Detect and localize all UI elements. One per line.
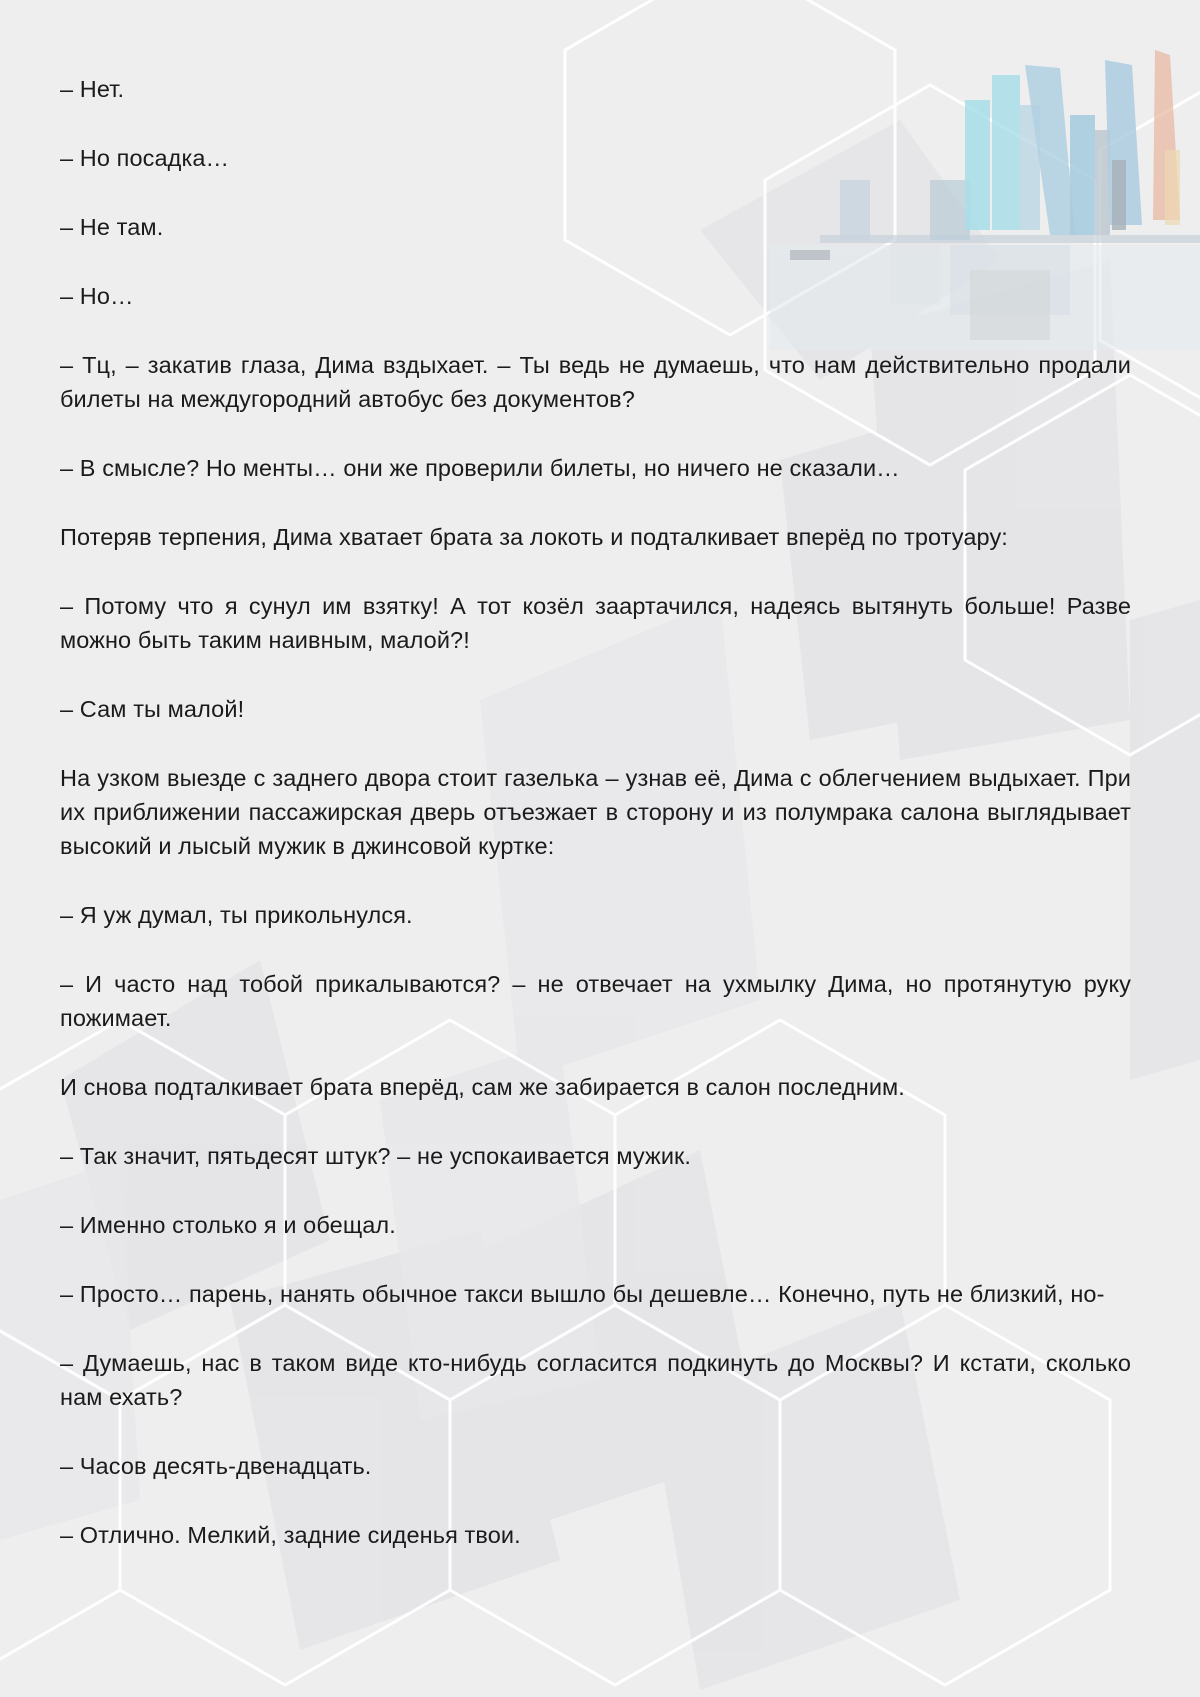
paragraph-9: – Сам ты малой! <box>60 696 245 722</box>
paragraph-1: – Нет. <box>60 76 125 102</box>
paragraph-13: И снова подталкивает брата вперёд, сам же забирается в салон последним. <box>60 1074 905 1100</box>
document-body <box>60 72 1131 1587</box>
paragraph-18: – Часов десять-двенадцать. <box>60 1453 372 1479</box>
paragraph-12: – И часто над тобой прикалываются? – не отвечает на ухмылку Дима, но протянутую руку пожимает. <box>60 971 1131 1031</box>
paragraph-5: – Тц, – закатив глаза, Дима вздыхает. – Ты ведь не думаешь, что нам действительно продали билеты на междугородний автобус без документов? <box>60 352 1131 412</box>
paragraph-4: – Но… <box>60 283 134 309</box>
paragraph-16: – Просто… парень, нанять обычное такси вышло бы дешевле… Конечно, путь не близкий, но- <box>60 1281 1105 1307</box>
paragraph-7: Потеряв терпения, Дима хватает брата за локоть и подталкивает вперёд по тротуару: <box>60 524 1008 550</box>
paragraph-15: – Именно столько я и обещал. <box>60 1212 396 1238</box>
paragraph-2: – Но посадка… <box>60 145 230 171</box>
paragraph-10: На узком выезде с заднего двора стоит газелька – узнав её, Дима с облегчением выдыхает. При их приближении пассажирская дверь отъезжает в сторону и из полумрака салона выглядывает высокий и лысый мужик в джинсовой куртке: <box>60 765 1131 859</box>
paragraph-14: – Так значит, пятьдесят штук? – не успокаивается мужик. <box>60 1143 692 1169</box>
paragraph-6: – В смысле? Но менты… они же проверили билеты, но ничего не сказали… <box>60 455 900 481</box>
paragraph-3: – Не там. <box>60 214 164 240</box>
paragraph-17: – Думаешь, нас в таком виде кто-нибудь согласится подкинуть до Москвы? И кстати, сколько нам ехать? <box>60 1350 1131 1410</box>
paragraph-19: – Отлично. Мелкий, задние сиденья твои. <box>60 1522 521 1548</box>
paragraph-8: – Потому что я сунул им взятку! А тот козёл заартачился, надеясь вытянуть больше! Разве можно быть таким наивным, малой?! <box>60 593 1131 653</box>
paragraph-11: – Я уж думал, ты прикольнулся. <box>60 902 413 928</box>
